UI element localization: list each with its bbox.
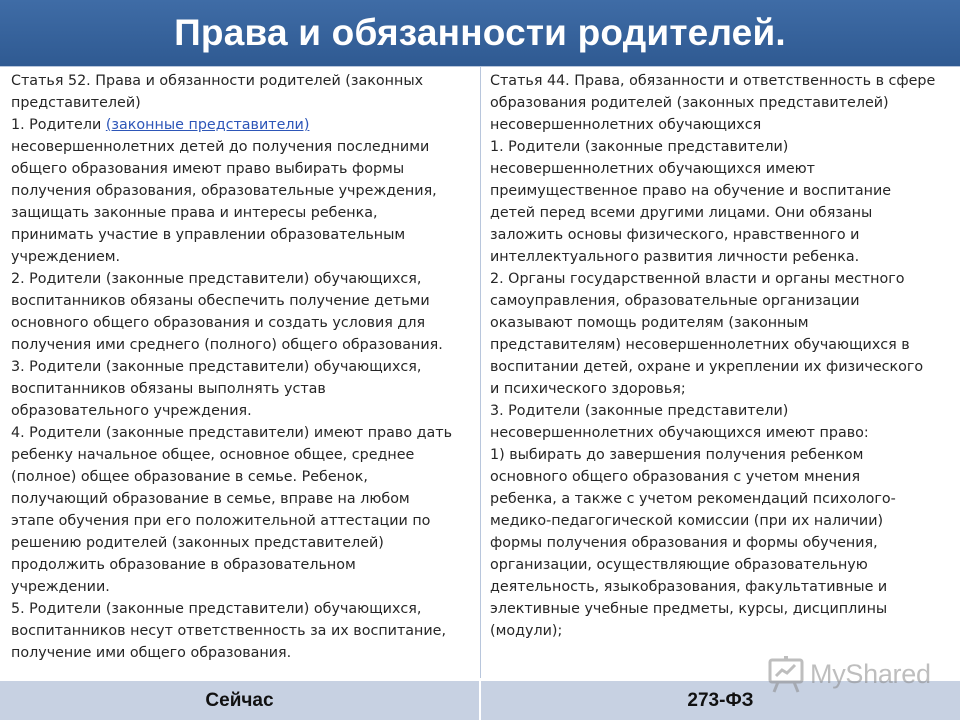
presentation-board-icon [766,654,806,694]
left-line-25: 5. Родители (законные представители) обучающихся, [11,601,422,617]
right-line-1: Статья 44. Права, обязанности и ответственность в сфере [490,73,936,89]
right-line-16: 3. Родители (законные представители) [490,403,789,419]
right-line-11: самоуправления, образовательные организации [490,293,860,309]
right-line-14: воспитании детей, охране и укреплении их физического [490,359,924,375]
right-column [481,66,960,678]
page-title: Права и обязанности родителей. [174,12,786,53]
left-column [0,66,481,678]
left-line-2: представителей) [11,95,141,111]
left-line-22: решению родителей (законных представителей) [11,535,384,551]
right-line-3: несовершеннолетних обучающихся [490,117,762,133]
right-line-9: интеллектуального развития личности ребенка. [490,249,860,265]
left-column-text [11,70,452,664]
left-line-9: учреждением. [11,249,121,265]
left-line-21: этапе обучения при его положительной аттестации по [11,513,431,529]
right-line-24: деятельность, языкобразования, факультативные и [490,579,888,595]
legal-representatives-link[interactable]: (законные представители) [105,117,310,133]
comparison-table [0,66,960,720]
right-line-10: 2. Органы государственной власти и органы местного [490,271,905,287]
left-line-1: Статья 52. Права и обязанности родителей (законных [11,73,424,89]
left-line-17: 4. Родители (законные представители) имеют право дать [11,425,453,441]
right-line-26: (модули); [490,623,563,639]
right-line-21: медико-педагогической комиссии (при их наличии) [490,513,884,529]
right-line-13: представителям) несовершеннолетних обучающихся в [490,337,910,353]
right-line-5: несовершеннолетних обучающихся имеют [490,161,816,177]
right-line-20: ребенка, а также с учетом рекомендаций психолого- [490,491,896,507]
left-line-8: принимать участие в управлении образовательным [11,227,406,243]
left-line-23: продолжить образование в образовательном [11,557,356,573]
left-line-14: 3. Родители (законные представители) обучающихся, [11,359,422,375]
left-line-18: ребенку начальное общее, основное общее, среднее [11,447,415,463]
left-line-27: получение ими общего образования. [11,645,292,661]
slide-header [0,0,960,66]
left-line-16: образовательного учреждения. [11,403,252,419]
left-line-3-prefix: 1. Родители [11,117,106,133]
right-line-23: организации, осуществляющие образовательную [490,557,868,573]
footer-cell-now [0,678,481,720]
right-line-12: оказывают помощь родителям (законным [490,315,809,331]
left-line-12: основного общего образования и создать условия для [11,315,426,331]
right-line-19: основного общего образования с учетом мнения [490,469,861,485]
footer-label-273-fz: 273-ФЗ [687,689,754,711]
myshared-watermark [766,654,931,694]
left-line-7: защищать законные права и интересы ребенка, [11,205,378,221]
right-line-8: заложить основы физического, нравственного и [490,227,860,243]
right-column-text [490,70,935,642]
right-line-17: несовершеннолетних обучающихся имеют право: [490,425,869,441]
right-line-22: формы получения образования и формы обучения, [490,535,878,551]
watermark-text: MyShared [810,658,931,689]
footer-label-now: Сейчас [205,689,274,711]
left-line-24: учреждении. [11,579,110,595]
left-line-6: получения образования, образовательные учреждения, [11,183,437,199]
right-line-4: 1. Родители (законные представители) [490,139,789,155]
left-line-5: общего образования имеют право выбирать формы [11,161,405,177]
right-line-15: и психического здоровья; [490,381,686,397]
right-line-18: 1) выбирать до завершения получения ребенком [490,447,864,463]
left-line-26: воспитанников несут ответственность за их воспитание, [11,623,447,639]
right-line-2: образования родителей (законных представителей) [490,95,889,111]
left-line-4: несовершеннолетних детей до получения последними [11,139,430,155]
right-line-7: детей перед всеми другими лицами. Они обязаны [490,205,873,221]
left-line-15: воспитанников обязаны выполнять устав [11,381,326,397]
left-line-13: получения ими среднего (полного) общего образования. [11,337,443,353]
left-line-10: 2. Родители (законные представители) обучающихся, [11,271,422,287]
right-line-25: элективные учебные предметы, курсы, дисциплины [490,601,888,617]
left-line-20: получающий образование в семье, вправе на любом [11,491,410,507]
left-line-11: воспитанников обязаны обеспечить получение детьми [11,293,430,309]
right-line-6: преимущественное право на обучение и воспитание [490,183,892,199]
left-line-19: (полное) общее образование в семье. Ребенок, [11,469,368,485]
